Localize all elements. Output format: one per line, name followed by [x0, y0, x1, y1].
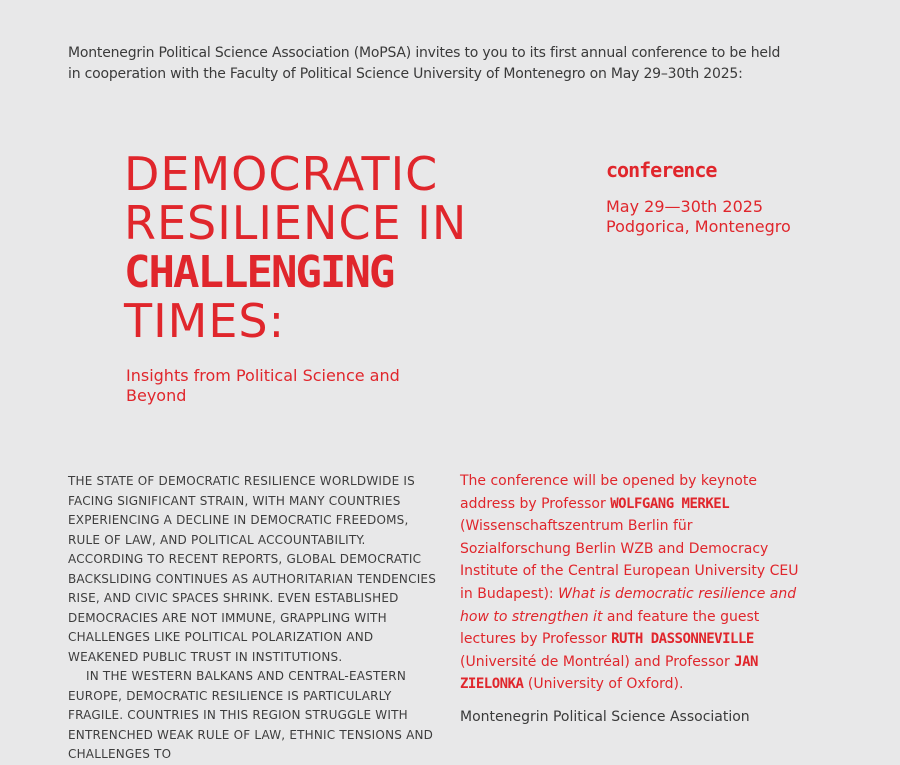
keynote-text-2: (Wissenschaftszentrum Berlin für Sozialforschung Berlin WZB and Democracy Institute of the Central European University CEU in Budapest):	[460, 518, 799, 602]
keynote-text-4: (Université de Montréal) and Professor	[460, 653, 735, 670]
conference-info	[606, 197, 791, 237]
description-paragraph-1: THE STATE OF DEMOCRATIC RESILIENCE WORLDWIDE IS FACING SIGNIFICANT STRAIN, WITH MANY COUNTRIES EXPERIENCING A DECLINE IN DEMOCRATIC FREEDOMS, RULE OF LAW, AND POLITICAL ACCOUNTABILITY. ACCORDING TO RECENT REPORTS, GLOBAL DEMOCRATIC BACKSLIDING CONTINUES AS AUTHORITARIAN TENDENCIES RISE, AND CIVIC SPACES SHRINK. EVEN ESTABLISHED DEMOCRACIES ARE NOT IMMUNE, GRAPPLING WITH CHALLENGES LIKE POLITICAL POLARIZATION AND WEAKENED PUBLIC TRUST IN INSTITUTIONS.	[68, 474, 437, 664]
keynote-text-5: (University of Oxford).	[523, 676, 684, 693]
intro-text: Montenegrin Political Science Association (MoPSA) invites to you to its first annual conference to be held in cooperation with the Faculty of Political Science University of Montenegro on May 29–30th 2025:	[68, 45, 781, 82]
conference-title	[124, 147, 468, 348]
conference-label: conference	[606, 158, 717, 182]
description-column	[68, 472, 443, 765]
description-paragraph-2: IN THE WESTERN BALKANS AND CENTRAL-EASTERN EUROPE, DEMOCRATIC RESILIENCE IS PARTICULARLY FRAGILE. COUNTRIES IN THIS REGION STRUGGLE WITH ENTRENCHED WEAK RULE OF LAW, ETHNIC TENSIONS AND CHALLENGES TO	[68, 669, 434, 761]
speaker-dassonneville: RUTH DASSONNEVILLE	[611, 631, 754, 648]
conference-dates: May 29—30th 2025	[606, 197, 764, 216]
title-line-1: DEMOCRATIC	[124, 147, 439, 201]
keynote-talk-title: What is democratic resilience and how to strengthen it	[460, 585, 797, 625]
speaker-zielonka: JAN ZIELONKA	[460, 653, 758, 693]
keynote-text-3: and feature the guest lectures by Professor	[460, 608, 760, 648]
conference-location: Podgorica, Montenegro	[606, 217, 791, 236]
keynote-paragraph	[460, 470, 800, 696]
title-line-2: RESILIENCE IN	[124, 196, 468, 250]
keynote-text-1: The conference will be opened by keynote address by Professor	[460, 473, 757, 512]
speaker-merkel: WOLFGANG MERKEL	[610, 495, 730, 512]
title-line-4: TIMES:	[124, 294, 286, 348]
conference-subtitle: Insights from Political Science and Beyond	[126, 366, 400, 405]
association-name: Montenegrin Political Science Association	[460, 708, 750, 725]
keynote-column	[460, 470, 800, 729]
title-line-3: CHALLENGING	[124, 247, 394, 298]
